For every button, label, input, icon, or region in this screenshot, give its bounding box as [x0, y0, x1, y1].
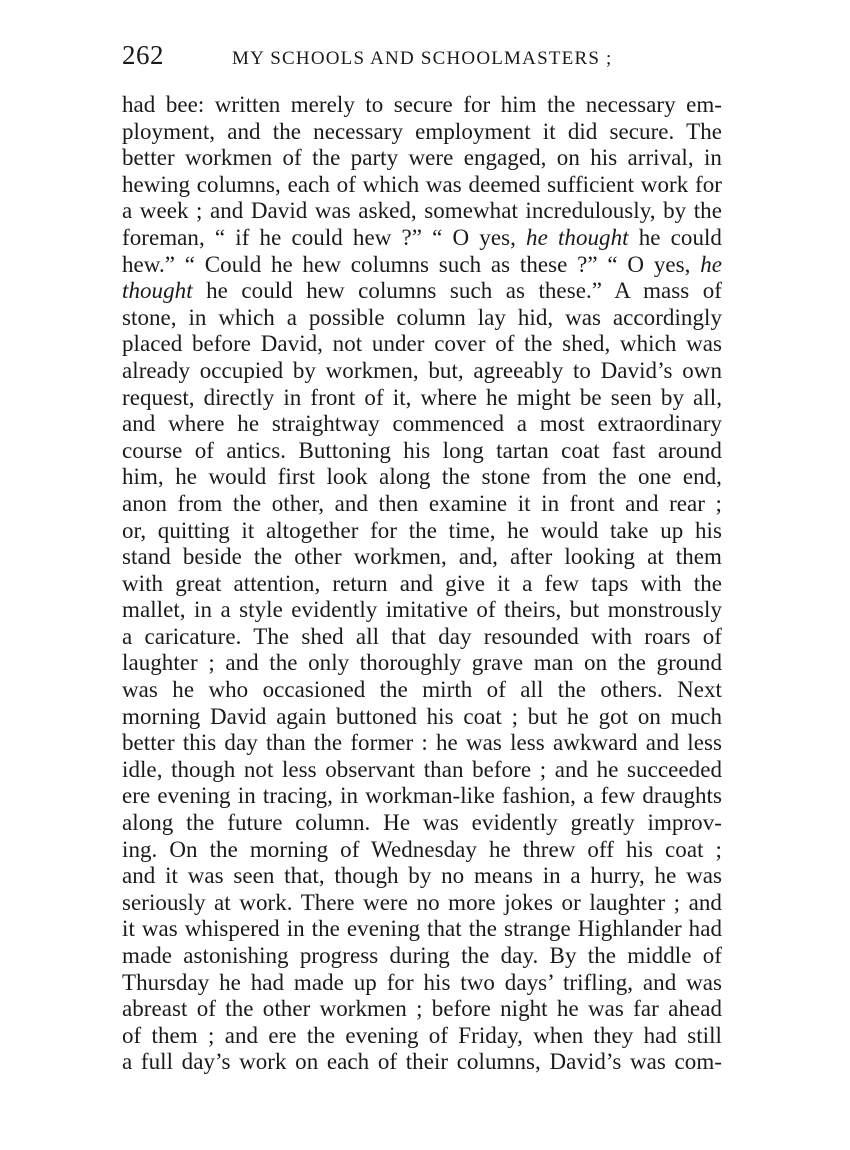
text-segment: morning David again buttoned his coat ; but he got on much: [122, 703, 722, 729]
text-line: [122, 278, 722, 305]
text-segment: placed before David, not under cover of the shed, which was: [122, 331, 722, 357]
text-line: [122, 1023, 722, 1050]
text-segment: course of antics. Buttoning his long tartan coat fast around: [122, 437, 722, 463]
text-line: [122, 916, 722, 943]
text-line: [122, 411, 722, 438]
text-segment: request, directly in front of it, where he might be seen by all,: [122, 384, 722, 410]
text-segment: hewing columns, each of which was deemed sufficient work for: [122, 171, 722, 197]
text-segment: better workmen of the party were engaged, on his arrival, in: [122, 145, 722, 171]
text-line: [122, 358, 722, 385]
text-line: [122, 597, 722, 624]
text-line: [122, 704, 722, 731]
text-line: [122, 730, 722, 757]
body-text: [122, 92, 722, 1076]
text-line: [122, 92, 722, 119]
text-line: [122, 544, 722, 571]
text-line: [122, 677, 722, 704]
text-segment: stand beside the other workmen, and, after looking at them: [122, 544, 722, 570]
text-segment: ere evening in tracing, in workman-like fashion, a few draughts: [122, 783, 722, 809]
text-segment: with great attention, return and give it a few taps with the: [122, 570, 722, 596]
text-line: [122, 757, 722, 784]
text-line: [122, 518, 722, 545]
text-line: [122, 943, 722, 970]
text-line: [122, 810, 722, 837]
text-segment: laughter ; and the only thoroughly grave man on the ground: [122, 650, 722, 676]
text-segment: seriously at work. There were no more jokes or laughter ; and: [122, 889, 722, 915]
text-segment: hew.” “ Could he hew columns such as these ?” “ O yes,: [122, 251, 701, 277]
text-line: [122, 305, 722, 332]
text-segment: he could: [628, 224, 722, 250]
text-line: [122, 145, 722, 172]
text-segment: was he who occasioned the mirth of all the others. Next: [122, 677, 722, 703]
text-segment: stone, in which a possible column lay hid, was accordingly: [122, 304, 722, 330]
text-segment: he could hew columns such as these.” A mass of: [192, 278, 722, 304]
text-segment: better this day than the former : he was less awkward and less: [122, 730, 722, 756]
text-line: [122, 225, 722, 252]
text-line: [122, 464, 722, 491]
text-segment: a caricature. The shed all that day resounded with roars of: [122, 623, 722, 649]
text-line: [122, 970, 722, 997]
text-line: [122, 890, 722, 917]
text-line: [122, 491, 722, 518]
text-segment: a week ; and David was asked, somewhat incredulously, by the: [122, 198, 722, 224]
text-line: [122, 331, 722, 358]
text-segment: Thursday he had made up for his two days’ trifling, and was: [122, 969, 722, 995]
text-segment: foreman, “ if he could hew ?” “ O yes,: [122, 224, 527, 250]
text-line: [122, 119, 722, 146]
text-segment: mallet, in a style evidently imitative of theirs, but monstrously: [122, 597, 722, 623]
text-segment: already occupied by workmen, but, agreeably to David’s own: [122, 357, 722, 383]
text-segment: ployment, and the necessary employment it did secure. The: [122, 118, 722, 144]
text-line: [122, 252, 722, 279]
text-segment: made astonishing progress during the day. By the middle of: [122, 943, 722, 968]
text-segment: and it was seen that, though by no means in a hurry, he was: [122, 863, 722, 889]
text-segment: and where he straightway commenced a most extraordinary: [122, 411, 722, 437]
text-segment: ing. On the morning of Wednesday he threw off his coat ;: [122, 836, 722, 862]
text-line: [122, 172, 722, 199]
text-line: [122, 863, 722, 890]
text-line: [122, 624, 722, 651]
text-segment: of them ; and ere the evening of Friday, when they had still: [122, 1022, 722, 1048]
text-line: [122, 783, 722, 810]
text-segment: had bee: written merely to secure for him the necessary em-: [122, 92, 722, 117]
text-line: [122, 438, 722, 465]
text-segment: abreast of the other workmen ; before night he was far ahead: [122, 996, 722, 1022]
italic-text: he thought: [526, 224, 629, 250]
text-line: [122, 571, 722, 598]
text-segment: him, he would first look along the stone from the one end,: [122, 464, 722, 490]
text-segment: along the future column. He was evidently greatly improv-: [122, 810, 722, 836]
text-line: [122, 1049, 722, 1076]
running-title: MY SCHOOLS AND SCHOOLMASTERS ;: [232, 48, 613, 69]
text-line: [122, 996, 722, 1023]
text-segment: or, quitting it altogether for the time, he would take up his: [122, 517, 722, 543]
running-head: [122, 40, 722, 76]
text-line: [122, 837, 722, 864]
text-segment: anon from the other, and then examine it in front and rear ;: [122, 490, 722, 516]
text-segment: a full day’s work on each of their columns, David’s was com-: [122, 1049, 722, 1075]
page-number: 262: [122, 40, 164, 70]
text-line: [122, 385, 722, 412]
italic-text: thought: [122, 278, 193, 304]
text-segment: it was whispered in the evening that the strange Highlander had: [122, 916, 722, 942]
italic-text: he: [700, 251, 722, 277]
text-segment: idle, though not less observant than before ; and he succeeded: [122, 756, 722, 782]
text-line: [122, 650, 722, 677]
text-line: [122, 198, 722, 225]
